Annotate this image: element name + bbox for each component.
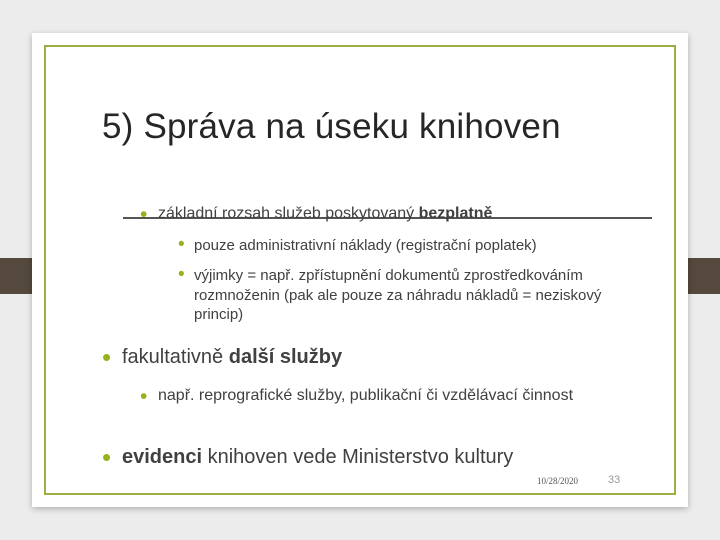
bullet-dot-icon: • xyxy=(102,442,112,472)
bullet-dot-icon: • xyxy=(140,385,148,408)
slide xyxy=(32,33,688,507)
bullet-item: • fakultativně další služby xyxy=(122,344,642,370)
bullet-item: • např. reprografické služby, publikační či vzdělávací činnost xyxy=(158,386,618,407)
bullet-item: • evidenci knihoven vede Ministerstvo kultury xyxy=(122,444,662,470)
bullet-dot-icon: • xyxy=(102,342,112,372)
bullet-dot-icon: • xyxy=(178,264,185,285)
bullet-dot-icon: • xyxy=(140,203,148,226)
bullet-item: • pouze administrativní náklady (registrační poplatek) xyxy=(194,236,644,256)
bullet-dot-icon: • xyxy=(178,234,185,255)
bullet-item: • výjimky = např. zpřístupnění dokumentů zprostředkováním rozmnoženin (pak ale pouze za náhradu nákladů = neziskový princip) xyxy=(178,264,602,323)
slide-number: 33 xyxy=(608,474,621,486)
bullet-item: • základní rozsah služeb poskytovaný bezplatně xyxy=(158,204,628,225)
slide-title: 5) Správa na úseku knihoven xyxy=(102,107,561,146)
footer-date: 10/28/2020 xyxy=(537,476,579,486)
